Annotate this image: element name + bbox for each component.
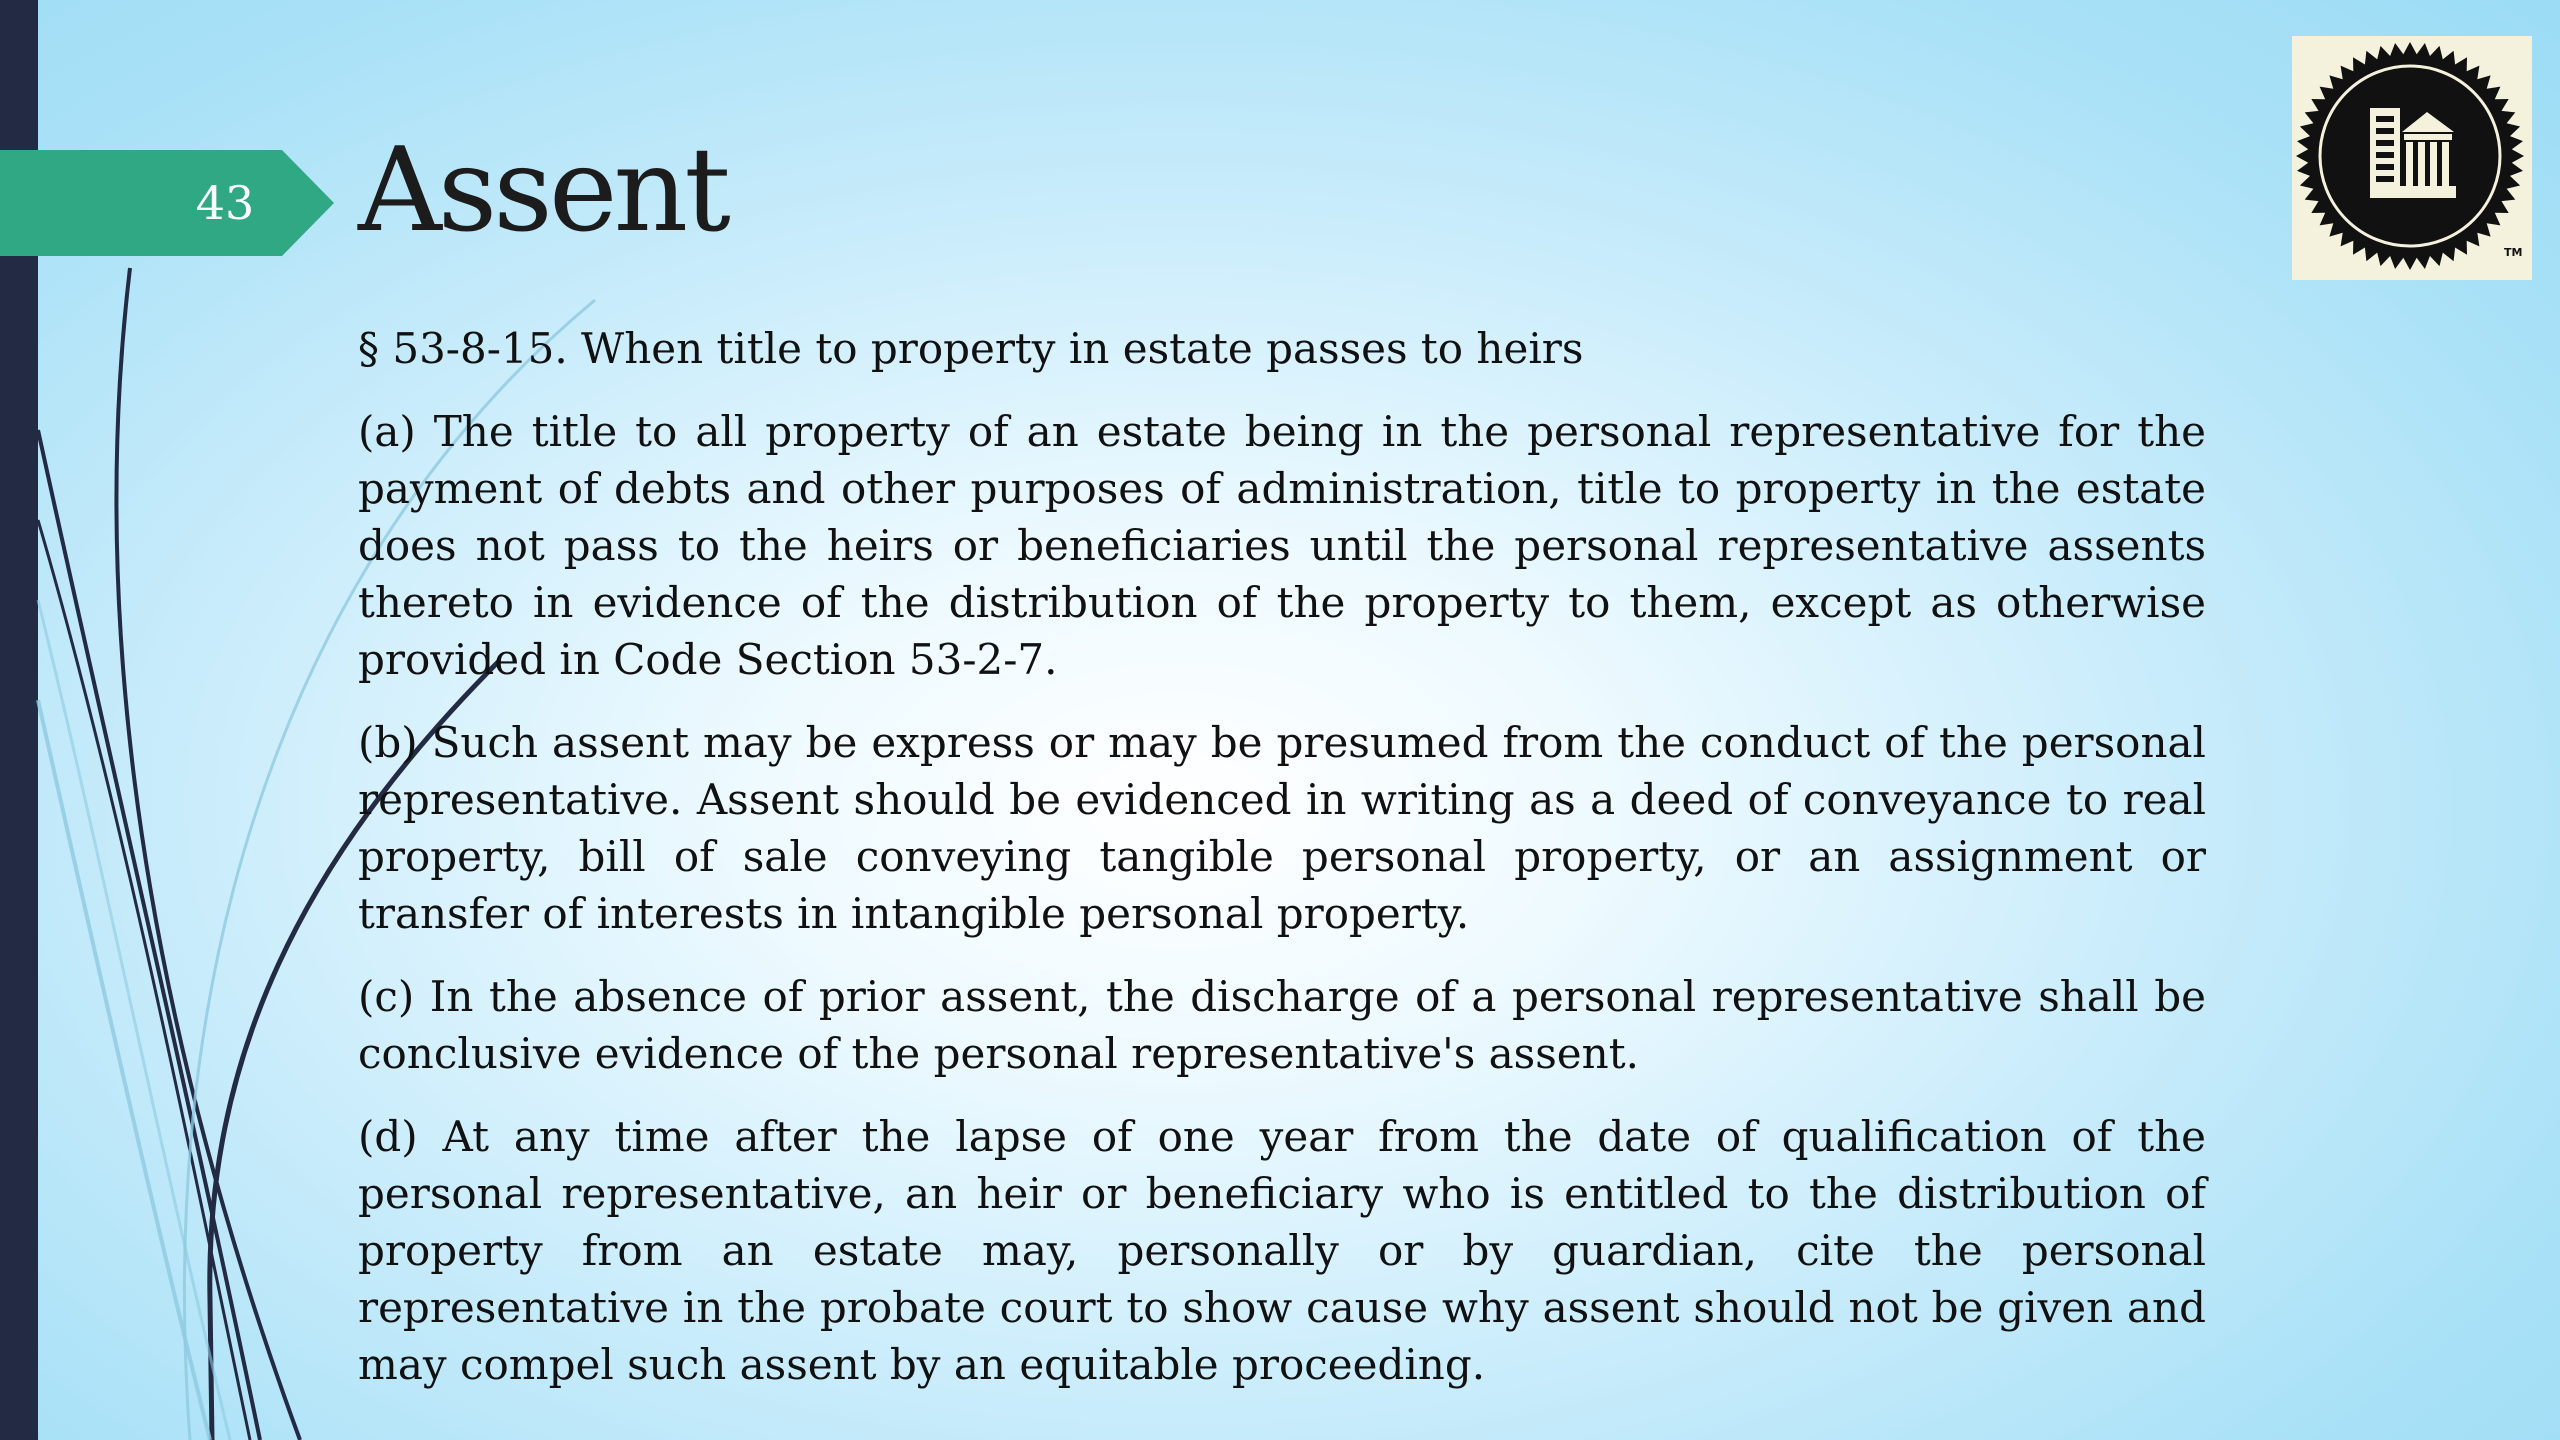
- logo: [2292, 36, 2532, 280]
- statute-paragraph-c: (c) In the absence of prior assent, the discharge of a personal representative shall be conclusive evidence of the personal representative's assent.: [358, 972, 2206, 1078]
- statute-heading: § 53-8-15. When title to property in estate passes to heirs: [358, 324, 1584, 373]
- statute-paragraph-a: (a) The title to all property of an estate being in the personal representative for the payment of debts and other purposes of administration, title to property in the estate does not pass to the heirs or beneficiaries until the personal representative assents thereto in evidence of the distribution of the property to them, except as otherwise provided in Code Section 53-2-7.: [358, 407, 2206, 684]
- statute-content: [358, 320, 2206, 1419]
- slide-title: Assent: [358, 123, 727, 258]
- courthouse-seal-icon: [2292, 36, 2532, 280]
- statute-paragraph-b: (b) Such assent may be express or may be presumed from the conduct of the personal representative. Assent should be evidenced in writing as a deed of conveyance to real property, bill of sale conveying tangible personal property, or an assignment or transfer of interests in intangible personal property.: [358, 718, 2206, 938]
- slide-number: 43: [195, 176, 255, 230]
- trademark-mark: TM: [2504, 246, 2523, 259]
- statute-paragraph-d: (d) At any time after the lapse of one year from the date of qualification of the personal representative, an heir or beneficiary who is entitled to the distribution of property from an estate may, personally or by guardian, cite the personal representative in the probate court to show cause why assent should not be given and may compel such assent by an equitable proceeding.: [358, 1112, 2206, 1389]
